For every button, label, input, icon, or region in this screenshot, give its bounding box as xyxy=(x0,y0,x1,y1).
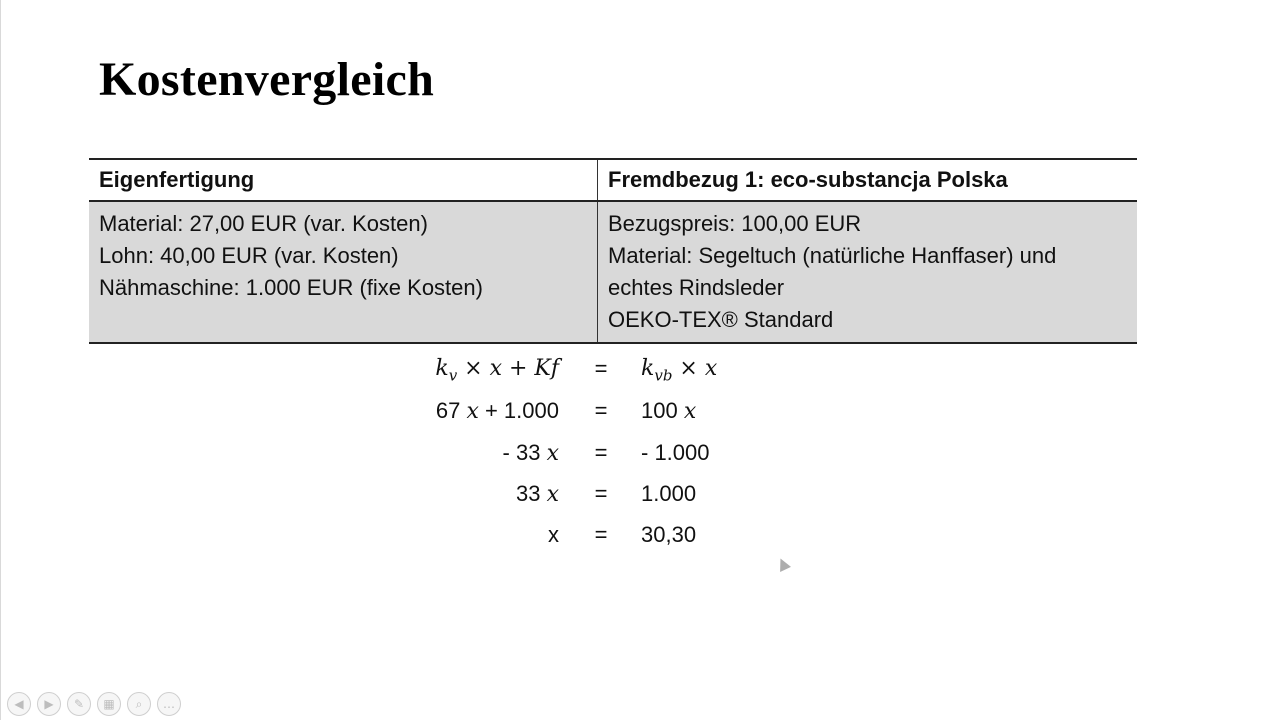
equation-lhs xyxy=(435,356,559,384)
slides-overview-icon[interactable]: ▦ xyxy=(97,692,121,716)
fremdbezug-cell xyxy=(598,201,1138,343)
table-header-eigenfertigung: Eigenfertigung xyxy=(89,159,598,201)
equation-row xyxy=(301,481,821,517)
table-row xyxy=(89,201,1137,343)
eq-subscript: v xyxy=(448,366,458,385)
equals-sign: = xyxy=(594,481,608,506)
equation-rhs: 30,30 xyxy=(641,522,697,547)
equals-sign: = xyxy=(594,398,608,423)
equation-row xyxy=(301,522,821,558)
equals-sign: = xyxy=(594,440,608,465)
equation-row xyxy=(301,398,821,434)
eq-text: 67 xyxy=(435,398,467,423)
equation-rhs: - 1.000 xyxy=(641,440,710,465)
equation-lhs xyxy=(516,481,559,507)
cell-line: Nähmaschine: 1.000 EUR (fixe Kosten) xyxy=(99,275,483,300)
equation-lhs xyxy=(436,398,559,424)
eq-text: - 33 xyxy=(502,440,547,465)
equation-rhs xyxy=(641,398,696,424)
eq-text: × x + Kf xyxy=(457,356,559,381)
equals-sign: = xyxy=(594,356,608,381)
pen-icon[interactable]: ✎ xyxy=(67,692,91,716)
equation-lhs: x xyxy=(548,522,559,547)
table-header-row xyxy=(89,159,1137,201)
eq-variable: x xyxy=(546,441,559,466)
eq-text: 33 xyxy=(515,481,547,506)
equation-rhs xyxy=(641,356,717,384)
equation-lhs xyxy=(503,440,559,466)
presenter-toolbar xyxy=(7,692,181,716)
eq-text: 100 xyxy=(641,398,684,423)
previous-slide-icon[interactable]: ◀ xyxy=(7,692,31,716)
eigenfertigung-cell xyxy=(89,201,598,343)
zoom-icon[interactable]: ⌕ xyxy=(127,692,151,716)
eq-text: k xyxy=(641,356,655,381)
table-header-fremdbezug: Fremdbezug 1: eco-substancja Polska xyxy=(598,159,1138,201)
cell-line: OEKO-TEX® Standard xyxy=(608,307,834,332)
equals-sign: = xyxy=(594,522,608,547)
eq-variable: x xyxy=(466,399,479,424)
next-slide-icon[interactable]: ▶ xyxy=(37,692,61,716)
equation-row xyxy=(301,440,821,476)
eq-text: + 1.000 xyxy=(478,398,559,423)
mouse-cursor-icon xyxy=(775,556,791,572)
cell-line: Lohn: 40,00 EUR (var. Kosten) xyxy=(99,243,399,268)
eq-text: × x xyxy=(672,356,718,381)
eq-variable: x xyxy=(546,482,559,507)
comparison-table xyxy=(89,158,1137,344)
slide-title: Kostenvergleich xyxy=(99,53,435,106)
eq-variable: x xyxy=(683,399,697,424)
equation-row xyxy=(301,356,821,392)
equation-rhs: 1.000 xyxy=(641,481,697,506)
cell-line: Material: Segeltuch (natürliche Hanffaser) und xyxy=(608,243,1057,268)
cell-line: Bezugspreis: 100,00 EUR xyxy=(608,211,862,236)
cell-line: Material: 27,00 EUR (var. Kosten) xyxy=(99,211,428,236)
more-options-icon[interactable]: … xyxy=(157,692,181,716)
cell-line: echtes Rindsleder xyxy=(608,275,785,300)
eq-subscript: vb xyxy=(654,366,673,385)
eq-text: k xyxy=(435,356,449,381)
